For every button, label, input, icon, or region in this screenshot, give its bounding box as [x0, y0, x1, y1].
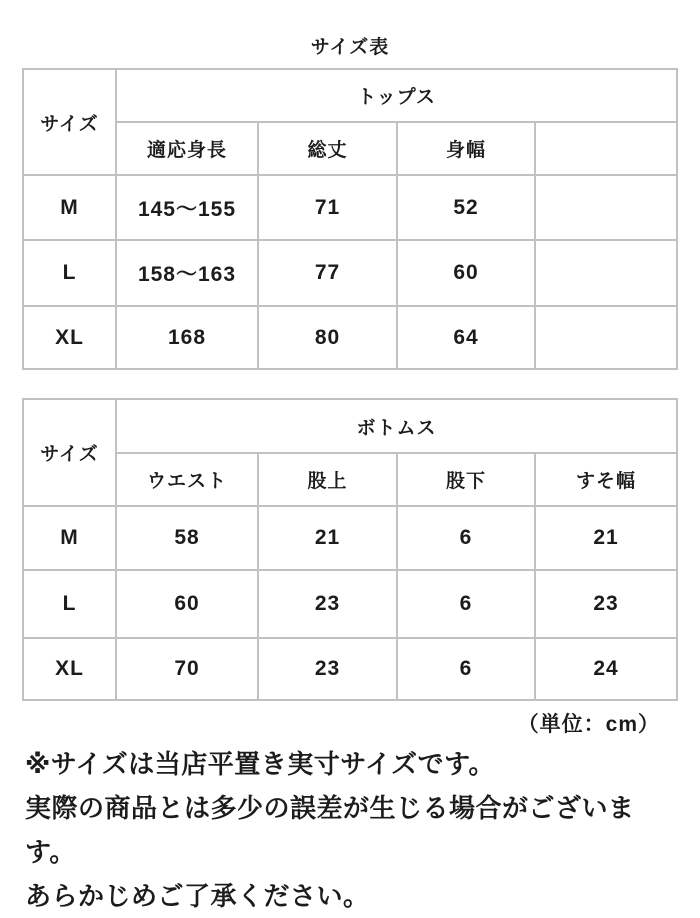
disclaimer-line-1: ※サイズは当店平置き実寸サイズです。 — [25, 749, 496, 779]
tops-l-empty-cell — [535, 240, 677, 306]
bottoms-xl-rise: 23 — [258, 638, 397, 700]
bottoms-group-header: ボトムス — [116, 399, 677, 453]
tops-xl-total-length: 80 — [258, 306, 397, 369]
bottoms-l-waist: 60 — [116, 570, 258, 638]
tops-l-total-length: 77 — [258, 240, 397, 306]
bottoms-col-header-hem-width: すそ幅 — [535, 453, 677, 506]
tops-l-fit-height: 158～163 — [116, 240, 258, 306]
tops-m-total-length: 71 — [258, 175, 397, 240]
bottoms-m-hem-width: 21 — [535, 506, 677, 570]
tops-group-header: トップス — [116, 69, 677, 122]
tops-size-corner-header: サイズ — [23, 69, 116, 175]
bottoms-l-rise: 23 — [258, 570, 397, 638]
page-title: サイズ表 — [310, 37, 390, 58]
tops-col-header-fit-height: 適応身長 — [116, 122, 258, 175]
bottoms-group-header-row — [23, 399, 677, 453]
bottoms-column-header-row — [23, 453, 677, 506]
tops-m-body-width: 52 — [397, 175, 535, 240]
bottoms-row-xl — [23, 638, 677, 700]
bottoms-l-inseam: 6 — [397, 570, 535, 638]
tops-m-fit-height: 145～155 — [116, 175, 258, 240]
bottoms-m-rise: 21 — [258, 506, 397, 570]
tops-col-header-body-width: 身幅 — [397, 122, 535, 175]
bottoms-col-header-waist: ウエスト — [116, 453, 258, 506]
tops-xl-size-label: XL — [23, 306, 116, 369]
tops-row-l — [23, 240, 677, 306]
tops-col-header-total-length: 総丈 — [258, 122, 397, 175]
unit-note: （単位：cm） — [517, 713, 660, 736]
tops-l-body-width: 60 — [397, 240, 535, 306]
tops-col-header-empty — [535, 122, 677, 175]
bottoms-xl-inseam: 6 — [397, 638, 535, 700]
bottoms-l-size-label: L — [23, 570, 116, 638]
bottoms-col-header-inseam: 股下 — [397, 453, 535, 506]
tops-row-xl — [23, 306, 677, 369]
bottoms-size-corner-header: サイズ — [23, 399, 116, 506]
tops-xl-empty-cell — [535, 306, 677, 369]
disclaimer-line-3: あらかじめご了承ください。 — [25, 881, 370, 911]
bottoms-xl-hem-width: 24 — [535, 638, 677, 700]
bottoms-size-table — [22, 398, 678, 701]
tops-size-table — [22, 68, 678, 370]
tops-column-header-row — [23, 122, 677, 175]
tops-m-size-label: M — [23, 175, 116, 240]
bottoms-row-l — [23, 570, 677, 638]
disclaimer-line-2: 実際の商品とは多少の誤差が生じる場合がございます。 — [25, 793, 635, 867]
bottoms-row-m — [23, 506, 677, 570]
tops-group-header-row — [23, 69, 677, 122]
bottoms-xl-size-label: XL — [23, 638, 116, 700]
bottoms-xl-waist: 70 — [116, 638, 258, 700]
tops-l-size-label: L — [23, 240, 116, 306]
bottoms-m-waist: 58 — [116, 506, 258, 570]
tops-row-m — [23, 175, 677, 240]
bottoms-col-header-rise: 股上 — [258, 453, 397, 506]
tops-m-empty-cell — [535, 175, 677, 240]
tops-xl-body-width: 64 — [397, 306, 535, 369]
tops-xl-fit-height: 168 — [116, 306, 258, 369]
bottoms-m-size-label: M — [23, 506, 116, 570]
bottoms-m-inseam: 6 — [397, 506, 535, 570]
bottoms-l-hem-width: 23 — [535, 570, 677, 638]
disclaimer-notes — [25, 742, 685, 918]
